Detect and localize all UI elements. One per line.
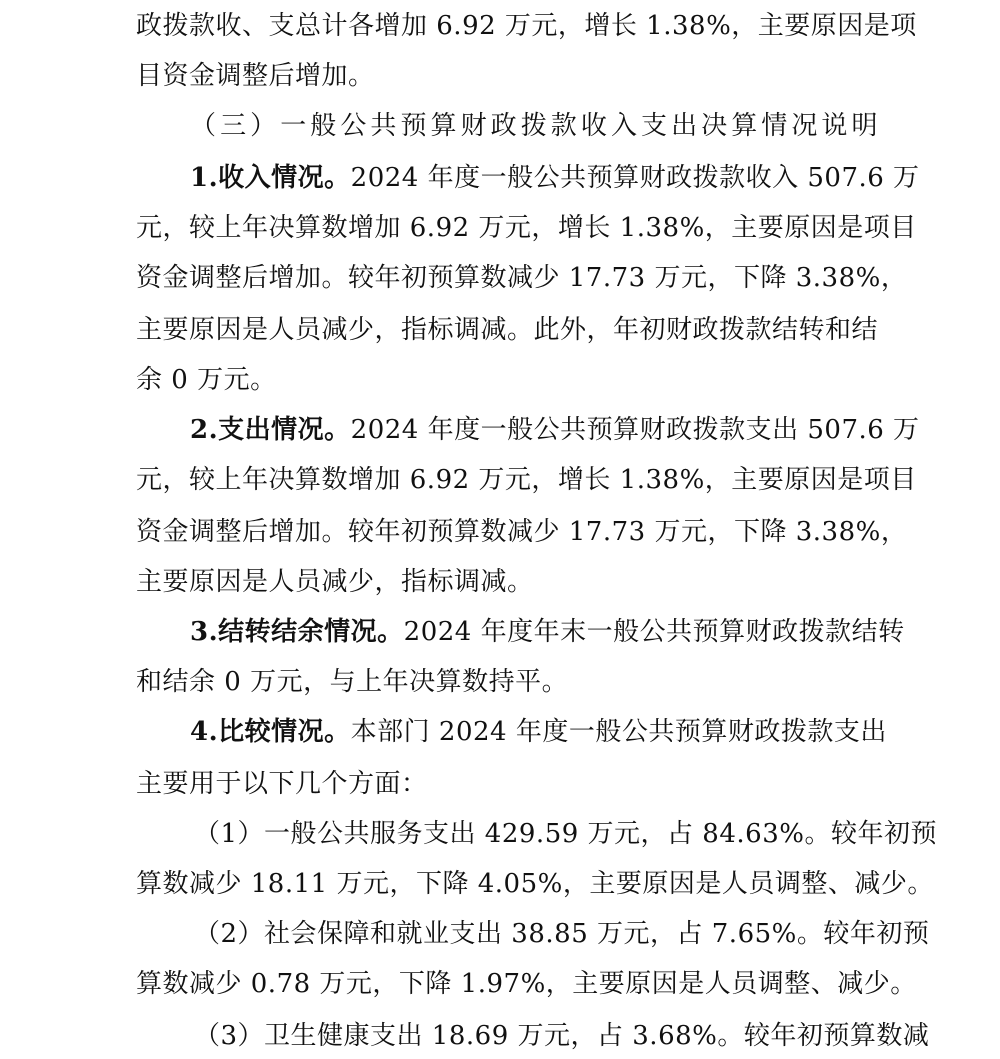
line-text: 2024 年度年末一般公共预算财政拨款结转 bbox=[403, 617, 905, 647]
line-text: 和结余 0 万元，与上年决算数持平。 bbox=[136, 667, 569, 697]
line-text: 主要原因是人员减少，指标调减。此外，年初财政拨款结转和结 bbox=[136, 315, 879, 345]
paragraph-line bbox=[136, 814, 937, 854]
paragraph-line bbox=[136, 6, 917, 46]
paragraph-line bbox=[136, 914, 930, 954]
paragraph-line bbox=[136, 764, 878, 804]
line-text: 主要用于以下几个方面： bbox=[136, 769, 428, 799]
line-text: 目资金调整后增加。 bbox=[136, 61, 375, 91]
paragraph-line bbox=[136, 310, 878, 350]
item-heading: 4.比较情况。 bbox=[190, 717, 351, 747]
line-text: 2024 年度一般公共预算财政拨款收入 507.6 万 bbox=[350, 163, 920, 193]
line-text: 元，较上年决算数增加 6.92 万元，增长 1.38%，主要原因是项目 bbox=[136, 465, 917, 495]
paragraph-line bbox=[136, 612, 905, 652]
paragraph-line bbox=[136, 208, 917, 248]
line-text: 算数减少 18.11 万元，下降 4.05%，主要原因是人员调整、减少。 bbox=[136, 869, 934, 899]
section-heading bbox=[136, 106, 878, 146]
paragraph-line bbox=[136, 712, 887, 752]
line-text: 主要原因是人员减少，指标调减。 bbox=[136, 567, 534, 597]
line-text: 余 0 万元。 bbox=[136, 365, 277, 395]
section-heading-text: （三）一般公共预算财政拨款收入支出决算情况说明 bbox=[190, 111, 878, 141]
paragraph-line bbox=[136, 360, 878, 400]
line-text: （3）卫生健康支出 18.69 万元，占 3.68%。较年初预算数减 bbox=[194, 1021, 930, 1051]
line-text: 本部门 2024 年度一般公共预算财政拨款支出 bbox=[350, 717, 887, 747]
line-text: （1）一般公共服务支出 429.59 万元，占 84.63%。较年初预 bbox=[194, 819, 937, 849]
paragraph-line bbox=[136, 158, 920, 198]
line-text: 资金调整后增加。较年初预算数减少 17.73 万元，下降 3.38%， bbox=[136, 517, 908, 547]
line-text: 算数减少 0.78 万元，下降 1.97%，主要原因是人员调整、减少。 bbox=[136, 969, 917, 999]
line-text: 资金调整后增加。较年初预算数减少 17.73 万元，下降 3.38%， bbox=[136, 263, 908, 293]
item-heading: 1.收入情况。 bbox=[190, 163, 351, 193]
line-text: （2）社会保障和就业支出 38.85 万元，占 7.65%。较年初预 bbox=[194, 919, 930, 949]
paragraph-line bbox=[136, 964, 917, 1004]
paragraph-line bbox=[136, 460, 917, 500]
item-heading: 2.支出情况。 bbox=[190, 415, 351, 445]
line-text: 2024 年度一般公共预算财政拨款支出 507.6 万 bbox=[350, 415, 920, 445]
paragraph-line bbox=[136, 1016, 930, 1056]
paragraph-line bbox=[136, 258, 908, 298]
paragraph-line bbox=[136, 410, 920, 450]
paragraph-line bbox=[136, 56, 878, 96]
item-heading: 3.结转结余情况。 bbox=[190, 617, 404, 647]
paragraph-line bbox=[136, 864, 934, 904]
line-text: 政拨款收、支总计各增加 6.92 万元，增长 1.38%，主要原因是项 bbox=[136, 11, 917, 41]
paragraph-line bbox=[136, 562, 878, 602]
line-text: 元，较上年决算数增加 6.92 万元，增长 1.38%，主要原因是项目 bbox=[136, 213, 917, 243]
paragraph-line bbox=[136, 662, 878, 702]
paragraph-line bbox=[136, 512, 908, 552]
